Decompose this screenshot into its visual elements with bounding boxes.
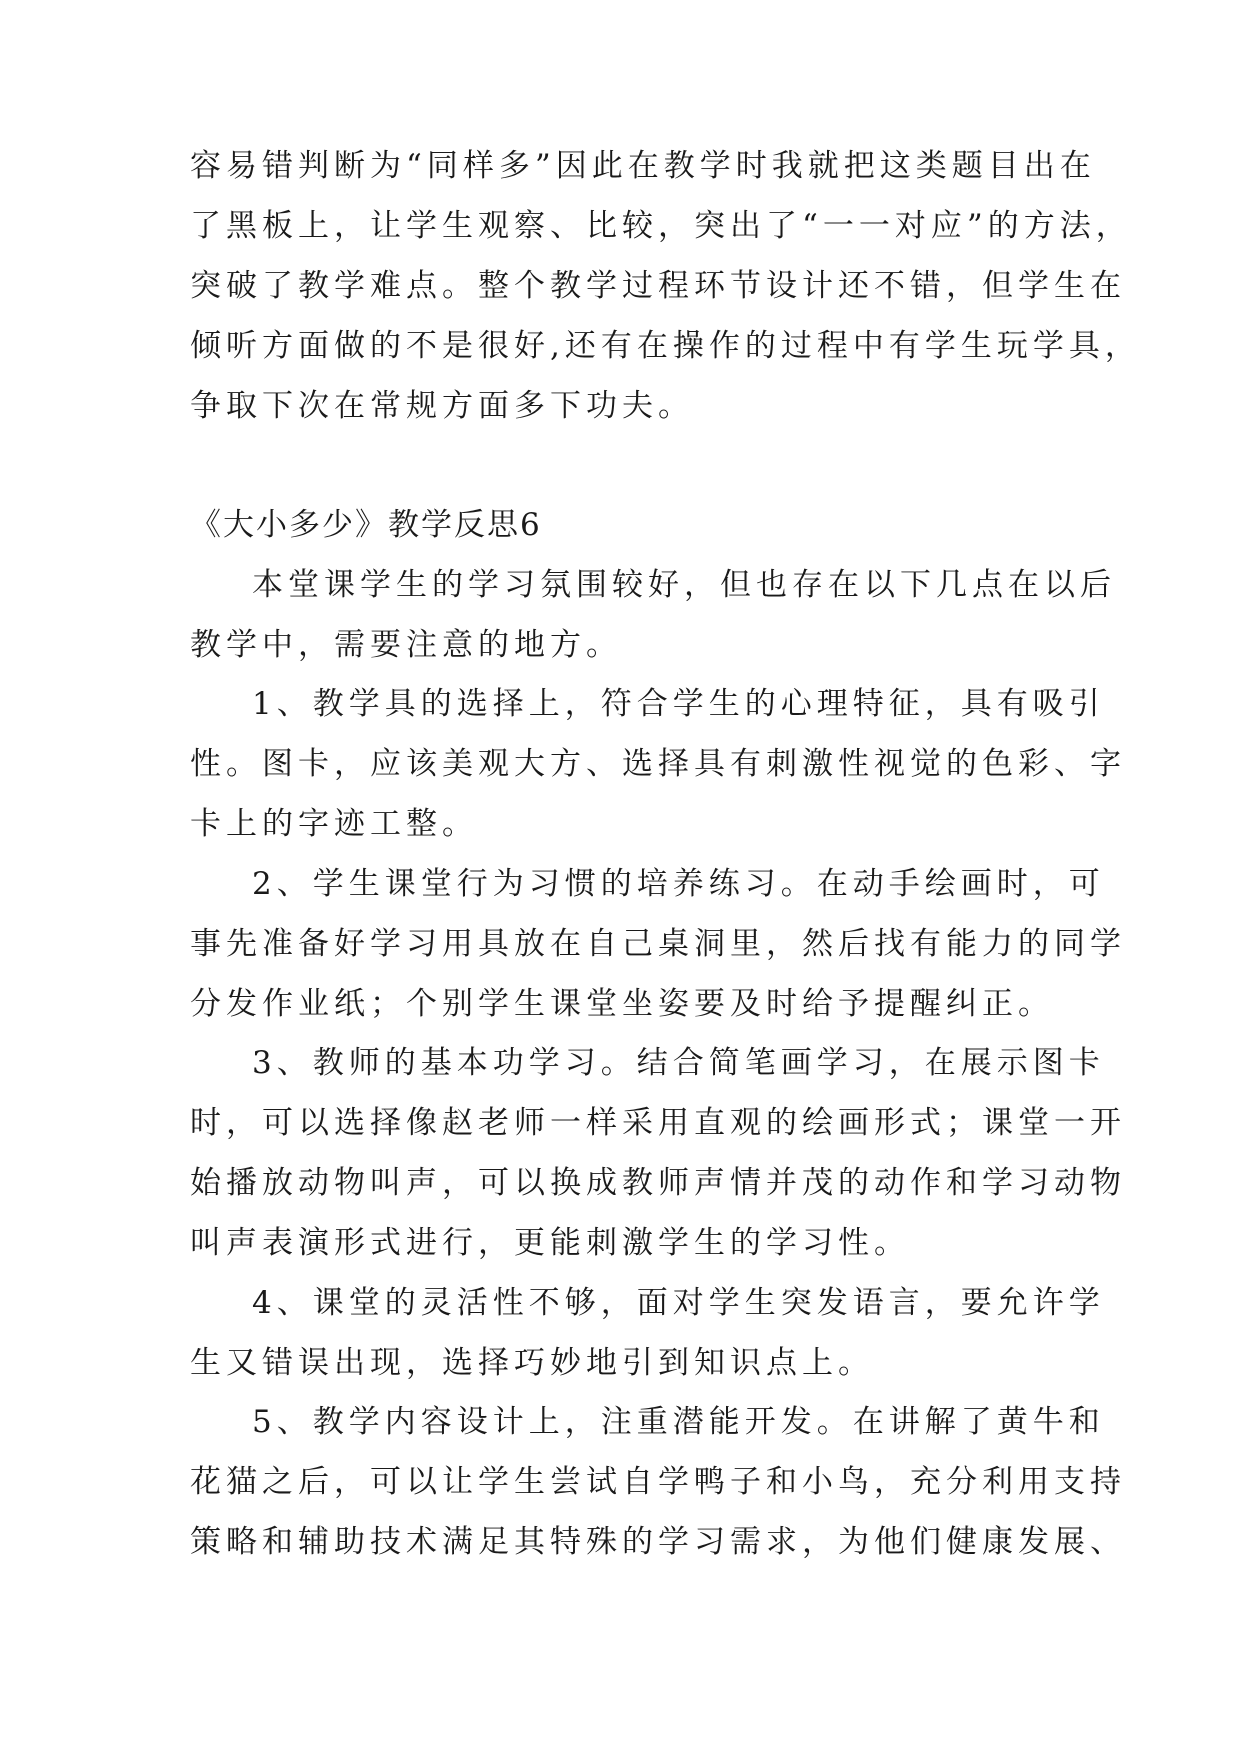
- paragraph-line: 5、教学内容设计上，注重潜能开发。在讲解了黄牛和: [252, 1404, 1105, 1440]
- continuation-line: 了黑板上，让学生观察、比较，突出了“一一对应”的方法，: [190, 208, 1132, 244]
- paragraph-line: 分发作业纸；个别学生课堂坐姿要及时给予提醒纠正。: [190, 986, 1054, 1022]
- paragraph-line: 生又错误出现，选择巧妙地引到知识点上。: [190, 1345, 874, 1381]
- paragraph-line: 3、教师的基本功学习。结合简笔画学习，在展示图卡: [252, 1045, 1105, 1081]
- paragraph-line: 性。图卡，应该美观大方、选择具有刺激性视觉的色彩、字: [190, 746, 1126, 782]
- paragraph-line: 始播放动物叫声，可以换成教师声情并茂的动作和学习动物: [190, 1165, 1126, 1201]
- continuation-line: 突破了教学难点。整个教学过程环节设计还不错，但学生在: [190, 268, 1126, 304]
- continuation-line: 争取下次在常规方面多下功夫。: [190, 388, 694, 424]
- section-title: 《大小多少》教学反思6: [190, 507, 542, 543]
- paragraph-line: 花猫之后，可以让学生尝试自学鸭子和小鸟，充分利用支持: [190, 1464, 1126, 1500]
- paragraph-line: 策略和辅助技术满足其特殊的学习需求，为他们健康发展、: [190, 1524, 1126, 1560]
- paragraph-line: 4、课堂的灵活性不够，面对学生突发语言，要允许学: [252, 1285, 1105, 1321]
- paragraph-line: 叫声表演形式进行，更能刺激学生的学习性。: [190, 1225, 910, 1261]
- continuation-line: 倾听方面做的不是很好,还有在操作的过程中有学生玩学具，: [190, 328, 1141, 364]
- paragraph-line: 本堂课学生的学习氛围较好，但也存在以下几点在以后: [252, 567, 1116, 603]
- paragraph-line: 教学中，需要注意的地方。: [190, 627, 622, 663]
- paragraph-line: 卡上的字迹工整。: [190, 806, 478, 842]
- paragraph-line: 1、教学具的选择上，符合学生的心理特征，具有吸引: [252, 686, 1105, 722]
- continuation-line: 容易错判断为“同样多”因此在教学时我就把这类题目出在: [190, 148, 1096, 184]
- paragraph-line: 2、学生课堂行为习惯的培养练习。在动手绘画时，可: [252, 866, 1105, 902]
- paragraph-line: 事先准备好学习用具放在自己桌洞里，然后找有能力的同学: [190, 926, 1126, 962]
- paragraph-line: 时，可以选择像赵老师一样采用直观的绘画形式；课堂一开: [190, 1105, 1126, 1141]
